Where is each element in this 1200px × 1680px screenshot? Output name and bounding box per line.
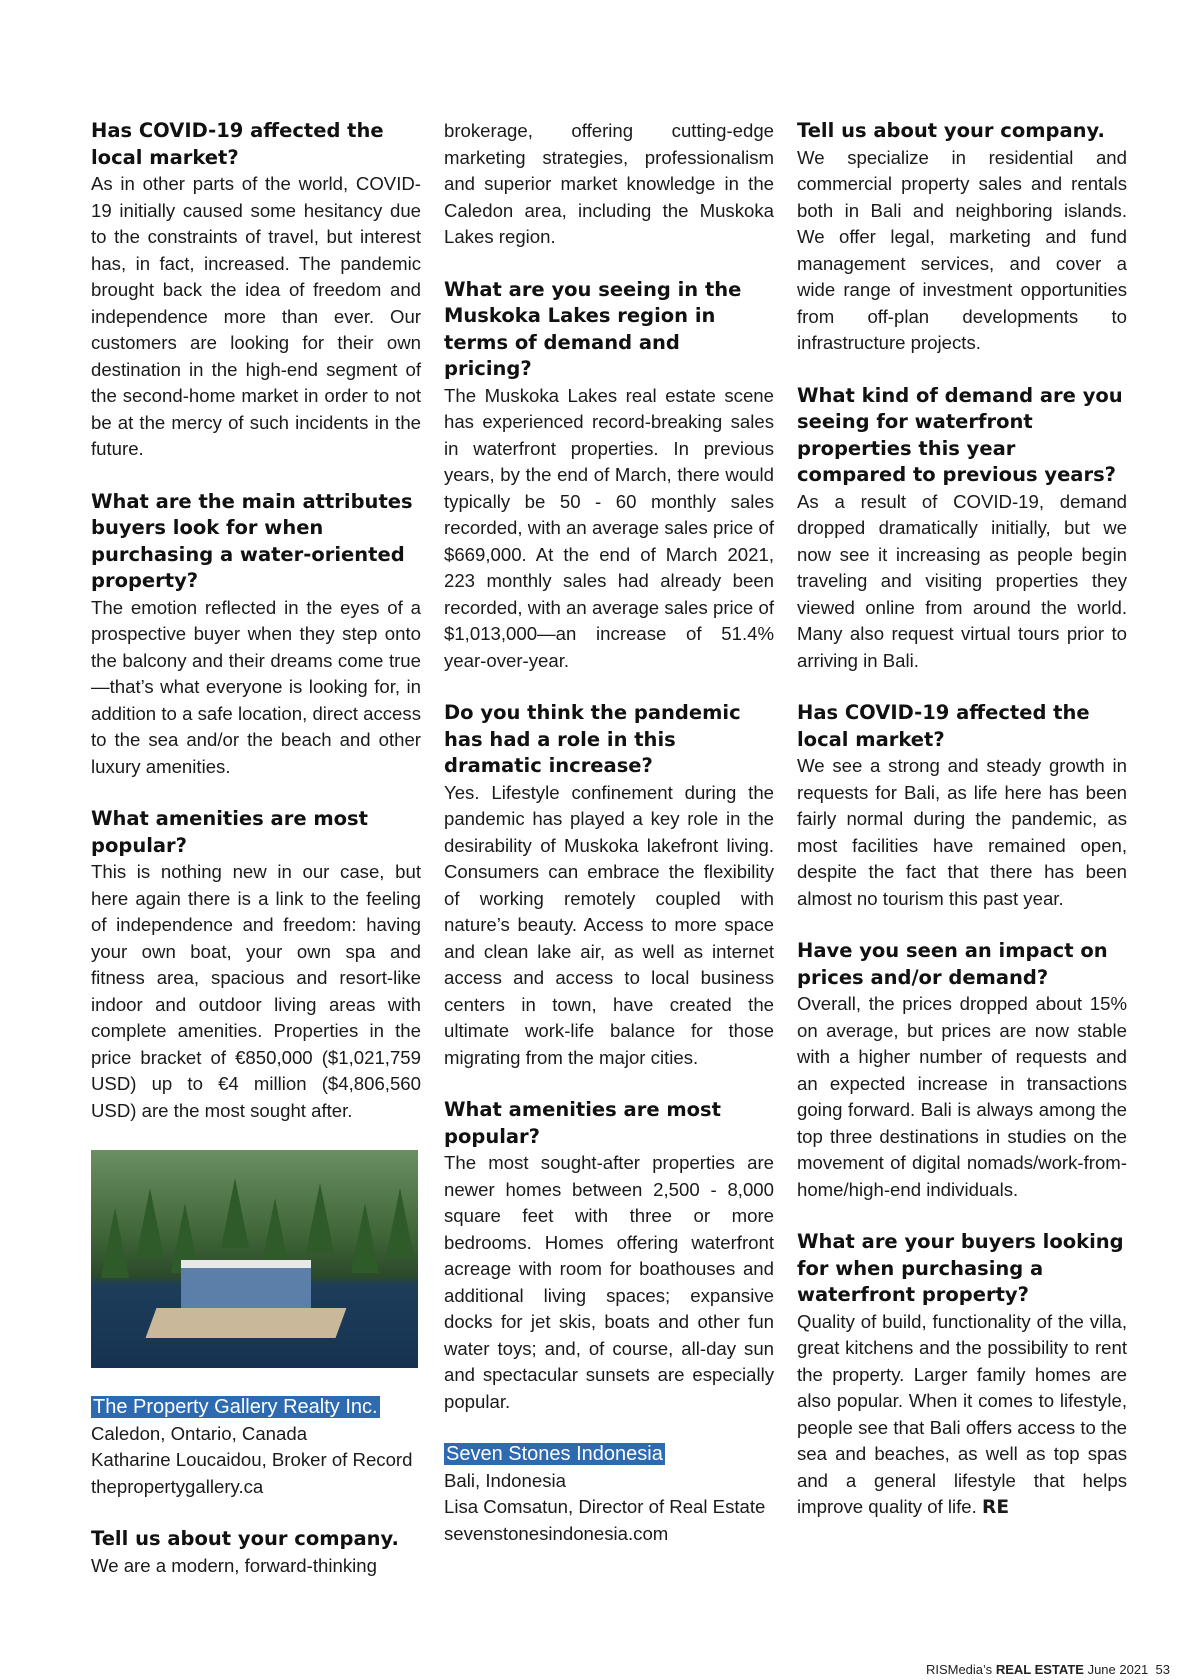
question-heading: What are the main attributes buyers look for when purchasing a water-oriented property? (91, 489, 413, 592)
question-heading: What are your buyers looking for when purchasing a waterfront property? (797, 1230, 1124, 1306)
company-block (444, 1441, 774, 1468)
company-location: Bali, Indonesia (444, 1469, 566, 1491)
question-heading: Tell us about your company. (91, 1527, 399, 1550)
company-contact (91, 1421, 421, 1501)
answer-paragraph: As in other parts of the world, COVID-19 initially caused some hesitancy due to the constraints of travel, but interest has, in fact, increased. The pandemic brought back the idea of freedom and independence more than ever. Our customers are looking for their own destination in the high-end segment of the second-home market in order to not be at the mercy of such incidents in the future. (91, 173, 421, 459)
answer-text: Quality of build, functionality of the villa, great kitchens and the possibility to rent the property. Larger family homes are also popular. When it comes to lifestyle, people see that Bali offers access to the sea and beaches, as well as top spas and a general lifestyle that helps improve quality of life. (797, 1310, 1127, 1517)
question-heading: Tell us about your company. (797, 119, 1105, 142)
question-heading: What kind of demand are you seeing for waterfront properties this year compared to previous years? (797, 383, 1123, 486)
question-heading: Do you think the pandemic has had a role in this dramatic increase? (444, 701, 741, 777)
footer-issue: June 2021 (1087, 1662, 1149, 1677)
column-3 (797, 118, 1127, 1548)
answer-paragraph: We see a strong and steady growth in requests for Bali, as life here has been fairly normal during the pandemic, as most facilities have remained open, despite the fact that there has been almost no tourism this past year. (797, 755, 1127, 909)
question-heading: What are you seeing in the Muskoka Lakes region in terms of demand and pricing? (444, 277, 742, 380)
answer-paragraph: As a result of COVID-19, demand dropped dramatically initially, but we now see it increasing as people begin traveling and visiting properties they viewed online from around the world. Many also request virtual tours prior to arriving in Bali. (797, 490, 1127, 671)
question-heading: Has COVID-19 affected the local market? (91, 119, 384, 169)
company-website[interactable]: sevenstonesindonesia.com (444, 1522, 669, 1544)
boathouse-photo (91, 1150, 418, 1368)
column-1 (91, 118, 421, 1605)
answer-paragraph: This is nothing new in our case, but here again there is a link to the feeling of independence and freedom: having your own boat, your own spa and fitness area, spacious and resort-like indoor and outdoor living areas with complete amenities. Properties in the price bracket of €850,000 ($1,021,759 USD) up to €4 million ($4,806,560 USD) are the most sought after. (91, 861, 421, 1121)
column-2 (444, 118, 774, 1573)
company-website[interactable]: thepropertygallery.ca (91, 1475, 264, 1497)
company-name: The Property Gallery Realty Inc. (93, 1396, 378, 1418)
company-contact-person: Lisa Comsatun, Director of Real Estate (444, 1496, 766, 1517)
answer-paragraph: Overall, the prices dropped about 15% on average, but prices are now stable with a higher number of requests and an expected increase in transactions going forward. Bali is always among the top three destinations in studies on the movement of digital nomads/work-from-home/high-end individuals. (797, 993, 1127, 1200)
company-contact-person: Katharine Loucaidou, Broker of Record (91, 1449, 413, 1470)
answer-paragraph: The emotion reflected in the eyes of a prospective buyer when they step onto the balcony and their dreams come true—that’s what everyone is looking for, in addition to a safe location, direct access to the sea and/or the beach and other luxury amenities. (91, 596, 421, 777)
company-block (91, 1394, 421, 1421)
company-name: Seven Stones Indonesia (446, 1443, 663, 1465)
answer-paragraph: We are a modern, forward-thinking (91, 1554, 377, 1576)
answer-paragraph: The Muskoka Lakes real estate scene has experienced record-breaking sales in waterfront properties. In previous years, by the end of March, there would typically be 50 - 60 monthly sales recorded, with an average sales price of $669,000. At the end of March 2021, 223 monthly sales had already been recorded, with an average sales price of $1,013,000—an increase of 51.4% year-over-year. (444, 384, 774, 671)
end-mark: RE (982, 1497, 1010, 1518)
footer-magazine: REAL ESTATE (995, 1662, 1084, 1677)
company-location: Caledon, Ontario, Canada (91, 1422, 308, 1444)
page-number: 53 (1155, 1662, 1170, 1677)
answer-paragraph (797, 1309, 1127, 1522)
question-heading: Has COVID-19 affected the local market? (797, 701, 1090, 751)
question-heading: What amenities are most popular? (444, 1098, 721, 1148)
answer-paragraph: We specialize in residential and commercial property sales and rentals both in Bali and neighboring islands. We offer legal, marketing and fund management services, and cover a wide range of investment opportunities from off-plan developments to infrastructure projects. (797, 146, 1127, 353)
answer-paragraph: The most sought-after properties are newer homes between 2,500 - 8,000 square feet with three or more bedrooms. Homes offering waterfront acreage with room for boathouses and additional living spaces; expansive docks for jet skis, boats and other fun water toys; and, of course, all-day sun and spectacular sunsets are especially popular. (444, 1152, 774, 1412)
question-heading: Have you seen an impact on prices and/or demand? (797, 939, 1108, 989)
company-contact (444, 1468, 774, 1548)
question-heading: What amenities are most popular? (91, 807, 368, 857)
answer-paragraph: brokerage, offering cutting-edge marketing strategies, professionalism and superior market knowledge in the Caledon area, including the Muskoka Lakes region. (444, 120, 774, 247)
footer-publisher: RISMedia’s (925, 1662, 993, 1677)
page-footer (880, 1662, 1170, 1677)
answer-paragraph: Yes. Lifestyle confinement during the pandemic has played a key role in the desirability of Muskoka lakefront living. Consumers can embrace the flexibility of working remotely coupled with nature’s beauty. Access to more space and clean lake air, as well as internet access and access to local business centers in town, have created the ultimate work-life balance for those migrating from the major cities. (444, 781, 774, 1068)
